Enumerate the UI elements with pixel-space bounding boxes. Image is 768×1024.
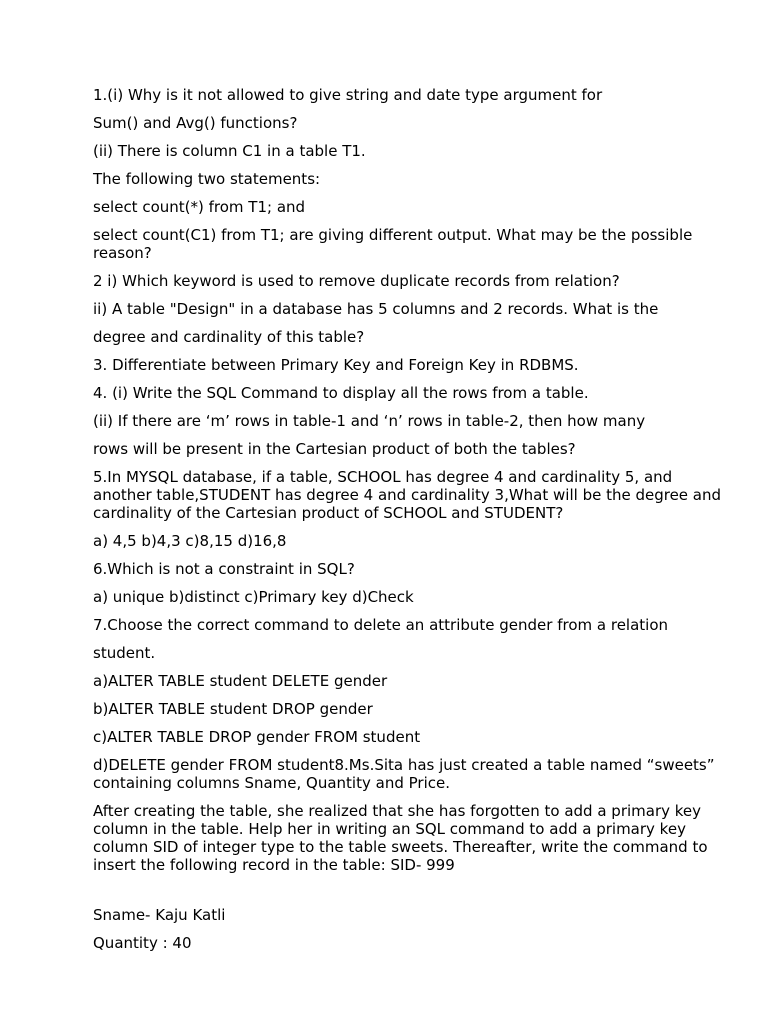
question-1-part-i-line-1: 1.(i) Why is it not allowed to give string and date type argument for	[93, 86, 603, 104]
question-8-body: After creating the table, she realized that she has forgotten to add a primary key column in the table. Help her in writing an SQL command to add a primary key column SID of integer type to the table sweets. Thereafter, write the command to insert the following record in the table: SID- 999	[93, 802, 708, 874]
question-1-part-i-line-2: Sum() and Avg() functions?	[93, 114, 298, 132]
document-body	[93, 86, 723, 962]
question-6: 6.Which is not a constraint in SQL?	[93, 560, 355, 578]
question-7-option-c: c)ALTER TABLE DROP gender FROM student	[93, 728, 421, 746]
question-2-part-ii-line-1: ii) A table "Design" in a database has 5 columns and 2 records. What is the	[93, 300, 659, 318]
question-1-part-ii-line-2: The following two statements:	[93, 170, 321, 188]
question-1-part-ii-line-1: (ii) There is column C1 in a table T1.	[93, 142, 366, 160]
question-2-part-ii-line-2: degree and cardinality of this table?	[93, 328, 365, 346]
record-sname: Sname- Kaju Katli	[93, 906, 226, 924]
question-5-options: a) 4,5 b)4,3 c)8,15 d)16,8	[93, 532, 287, 550]
question-1-statement-2: select count(C1) from T1; are giving different output. What may be the possible reason?	[93, 226, 693, 262]
question-6-options: a) unique b)distinct c)Primary key d)Check	[93, 588, 414, 606]
question-3: 3. Differentiate between Primary Key and Foreign Key in RDBMS.	[93, 356, 579, 374]
question-7-option-b: b)ALTER TABLE student DROP gender	[93, 700, 373, 718]
paragraph-gap	[93, 884, 723, 906]
question-4-part-ii-line-2: rows will be present in the Cartesian product of both the tables?	[93, 440, 576, 458]
record-quantity: Quantity : 40	[93, 934, 192, 952]
question-4-part-i: 4. (i) Write the SQL Command to display all the rows from a table.	[93, 384, 589, 402]
question-7-line-2: student.	[93, 644, 156, 662]
question-2-part-i: 2 i) Which keyword is used to remove duplicate records from relation?	[93, 272, 620, 290]
question-4-part-ii-line-1: (ii) If there are ‘m’ rows in table-1 and ‘n’ rows in table-2, then how many	[93, 412, 646, 430]
question-7-option-a: a)ALTER TABLE student DELETE gender	[93, 672, 388, 690]
question-1-statement-1: select count(*) from T1; and	[93, 198, 306, 216]
question-7-line-1: 7.Choose the correct command to delete an attribute gender from a relation	[93, 616, 669, 634]
question-7-option-d-and-question-8: d)DELETE gender FROM student8.Ms.Sita has just created a table named “sweets” containing columns Sname, Quantity and Price.	[93, 756, 715, 792]
question-5: 5.In MYSQL database, if a table, SCHOOL has degree 4 and cardinality 5, and another table,STUDENT has degree 4 and cardinality 3,What will be the degree and cardinality of the Cartesian product of SCHOOL and STUDENT?	[93, 468, 722, 522]
